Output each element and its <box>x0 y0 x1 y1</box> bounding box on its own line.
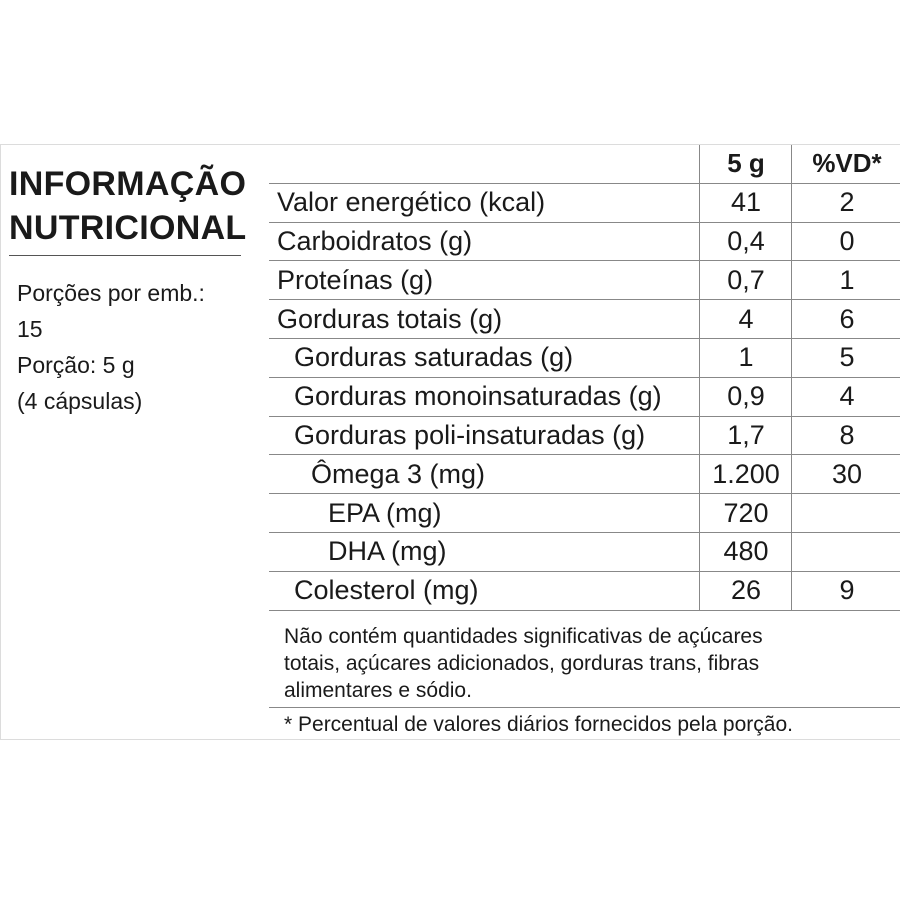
nutrient-name: DHA (mg) <box>328 536 447 567</box>
table-row <box>269 184 900 223</box>
servings-per-package-value: 15 <box>17 316 43 342</box>
nutrient-quantity: 1 <box>699 339 792 377</box>
title-line-1: INFORMAÇÃO <box>9 165 247 203</box>
serving-size-note: (4 cápsulas) <box>17 388 143 414</box>
table-row <box>269 223 900 262</box>
table-row <box>269 494 900 533</box>
nutrient-name: Carboidratos (g) <box>277 225 473 256</box>
nutrient-name: Ômega 3 (mg) <box>311 458 486 489</box>
nutrient-quantity: 41 <box>699 184 792 222</box>
nutrient-daily-value: 9 <box>791 572 900 610</box>
daily-value-footnote: * Percentual de valores diários fornecidos pela porção. <box>284 712 793 736</box>
nutrient-quantity: 720 <box>699 494 792 532</box>
nutrient-quantity: 0,7 <box>699 261 792 299</box>
table-row <box>269 572 900 611</box>
panel-title <box>9 162 247 250</box>
table-row <box>269 339 900 378</box>
not-significant-line: alimentares e sódio. <box>284 679 472 702</box>
serving-info <box>17 275 205 419</box>
nutrition-table <box>269 145 900 611</box>
servings-per-package-label: Porções por emb.: <box>17 280 205 306</box>
title-divider <box>9 255 241 256</box>
nutrient-name: Gorduras totais (g) <box>277 303 503 334</box>
table-row <box>269 300 900 339</box>
not-significant-note <box>269 622 900 708</box>
nutrient-quantity: 26 <box>699 572 792 610</box>
not-significant-line: totais, açúcares adicionados, gorduras trans, fibras <box>284 652 760 675</box>
nutrient-daily-value: 6 <box>791 300 900 338</box>
nutrient-quantity: 480 <box>699 533 792 571</box>
table-row <box>269 455 900 494</box>
nutrient-quantity: 4 <box>699 300 792 338</box>
nutrition-facts-panel <box>0 144 900 740</box>
header-daily-value: %VD* <box>791 145 900 183</box>
nutrient-daily-value: 8 <box>791 417 900 455</box>
nutrient-daily-value: 30 <box>791 455 900 493</box>
nutrient-name: Gorduras monoinsaturadas (g) <box>294 381 662 412</box>
title-line-2: NUTRICIONAL <box>9 209 247 247</box>
nutrient-daily-value: 0 <box>791 223 900 261</box>
nutrient-quantity: 0,4 <box>699 223 792 261</box>
nutrient-name: Colesterol (mg) <box>294 575 479 606</box>
table-row <box>269 533 900 572</box>
table-row <box>269 261 900 300</box>
nutrient-name: EPA (mg) <box>328 497 442 528</box>
nutrient-daily-value: 2 <box>791 184 900 222</box>
nutrient-name: Gorduras poli-insaturadas (g) <box>294 419 646 450</box>
serving-size: Porção: 5 g <box>17 352 135 378</box>
nutrient-quantity: 1.200 <box>699 455 792 493</box>
header-name-cell <box>269 145 699 183</box>
nutrient-quantity: 0,9 <box>699 378 792 416</box>
table-row <box>269 417 900 456</box>
table-header-row <box>269 145 900 184</box>
nutrient-daily-value: 5 <box>791 339 900 377</box>
nutrient-name: Proteínas (g) <box>277 264 434 295</box>
header-quantity: 5 g <box>699 145 792 183</box>
left-column <box>1 145 261 739</box>
nutrient-daily-value: 1 <box>791 261 900 299</box>
nutrient-daily-value: 4 <box>791 378 900 416</box>
nutrient-name: Valor energético (kcal) <box>277 187 546 218</box>
nutrient-daily-value <box>791 494 900 532</box>
table-row <box>269 378 900 417</box>
nutrient-name: Gorduras saturadas (g) <box>294 342 574 373</box>
nutrient-daily-value <box>791 533 900 571</box>
not-significant-line: Não contém quantidades significativas de açúcares <box>284 625 763 648</box>
nutrient-quantity: 1,7 <box>699 417 792 455</box>
